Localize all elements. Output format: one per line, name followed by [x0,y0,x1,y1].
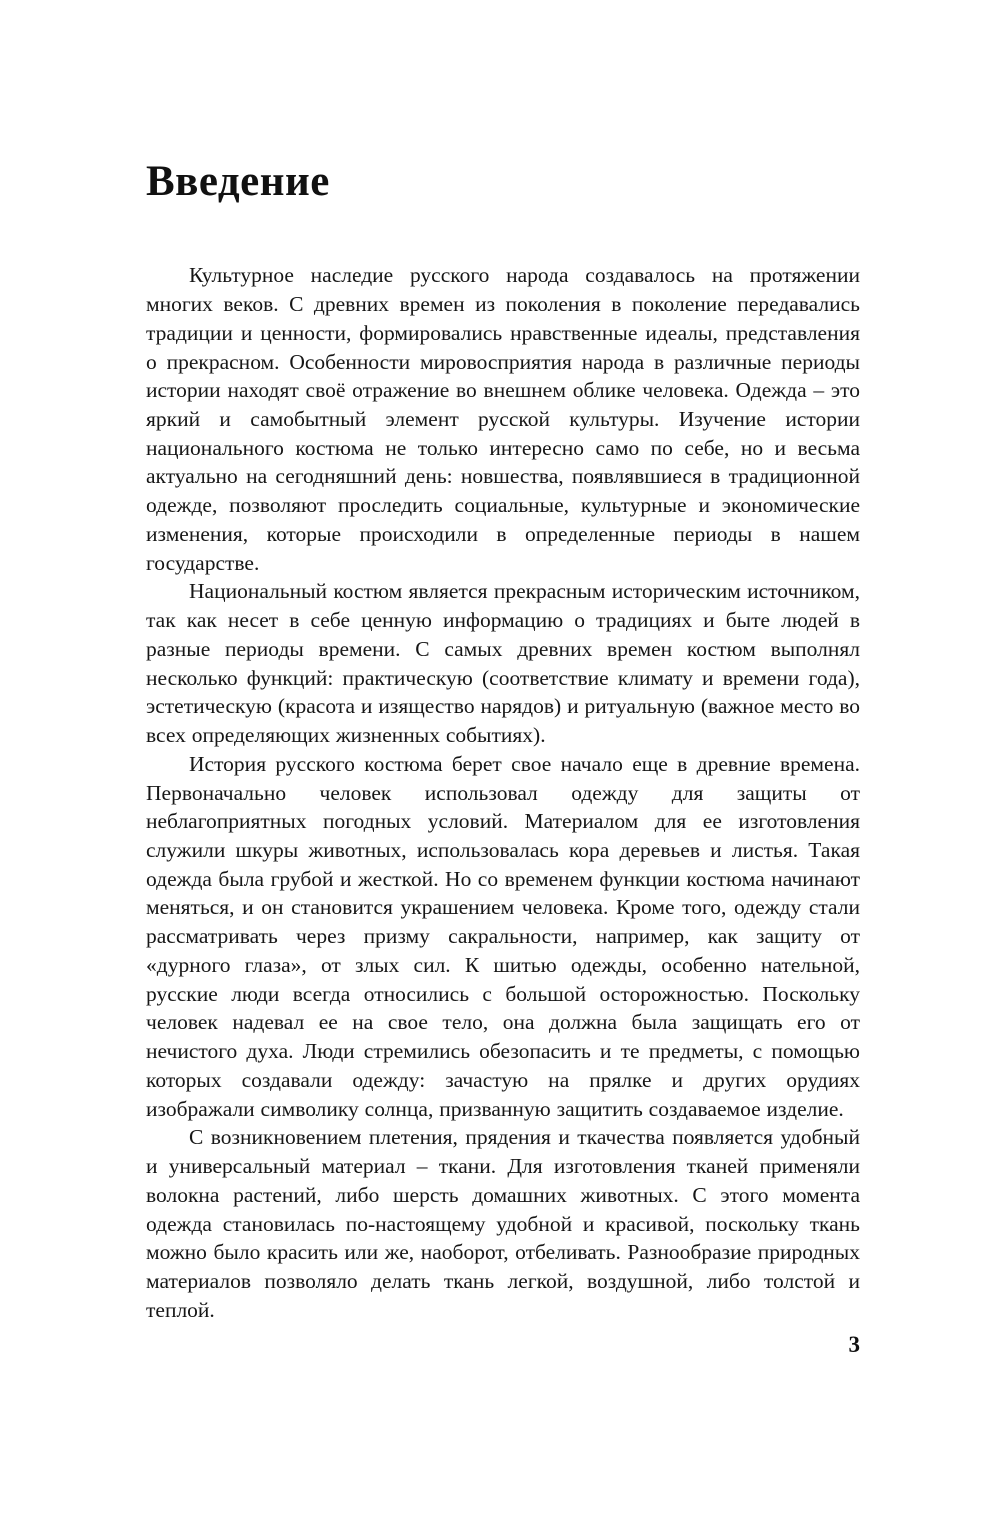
paragraph: Культурное наследие русского народа создавалось на протяжении многих веков. С древних времен из поколения в поколение передавались традиции и ценности, формировались нравственные идеалы, представления о прекрасном. Особенности мировосприятия народа в различные периоды истории находят своё отражение во внешнем облике человека. Одежда – это яркий и самобытный элемент русской культуры. Изучение истории национального костюма не только интересно само по себе, но и весьма актуально на сегодняшний день: новшества, появлявшиеся в традиционной одежде, позволяют проследить социальные, культурные и экономические изменения, которые происходили в определенные периоды в нашем государстве. [146,263,860,575]
paragraph: С возникновением плетения, прядения и ткачества появляется удобный и универсальный материал – ткани. Для изготовления тканей применяли волокна растений, либо шерсть домашних животных. С этого момента одежда становилась по-настоящему удобной и красивой, поскольку ткань можно было красить или же, наоборот, отбеливать. Разнообразие природных материалов позволяло делать ткань легкой, воздушной, либо толстой и теплой. [146,1125,860,1322]
paragraph: Национальный костюм является прекрасным историческим источником, так как несет в себе ценную информацию о традициях и быте людей в разные периоды времени. С самых древних времен костюм выполнял несколько функций: практическую (соответствие климату и времени года), эстетическую (красота и изящество нарядов) и ритуальную (важное место во всех определяющих жизненных событиях). [146,579,860,748]
page-title: Введение [146,158,330,205]
body-text [146,261,860,1324]
paragraph: История русского костюма берет свое начало еще в древние времена. Первоначально человек использовал одежду для защиты от неблагоприятных погодных условий. Материалом для ее изготовления служили шкуры животных, использовалась кора деревьев и листья. Такая одежда была грубой и жесткой. Но со временем функции костюма начинают меняться, и он становится украшением человека. Кроме того, одежду стали рассматривать через призму сакральности, например, как защиту от «дурного глаза», от злых сил. К шитью одежды, особенно нательной, русские люди всегда относились с большой осторожностью. Поскольку человек надевал ее на свое тело, она должна была защищать его от нечистого духа. Люди стремились обезопасить и те предметы, с помощью которых создавали одежду: зачастую на прялке и других орудиях изображали символику солнца, призванную защитить создаваемое изделие. [146,751,860,1121]
page-number: 3 [848,1332,860,1358]
